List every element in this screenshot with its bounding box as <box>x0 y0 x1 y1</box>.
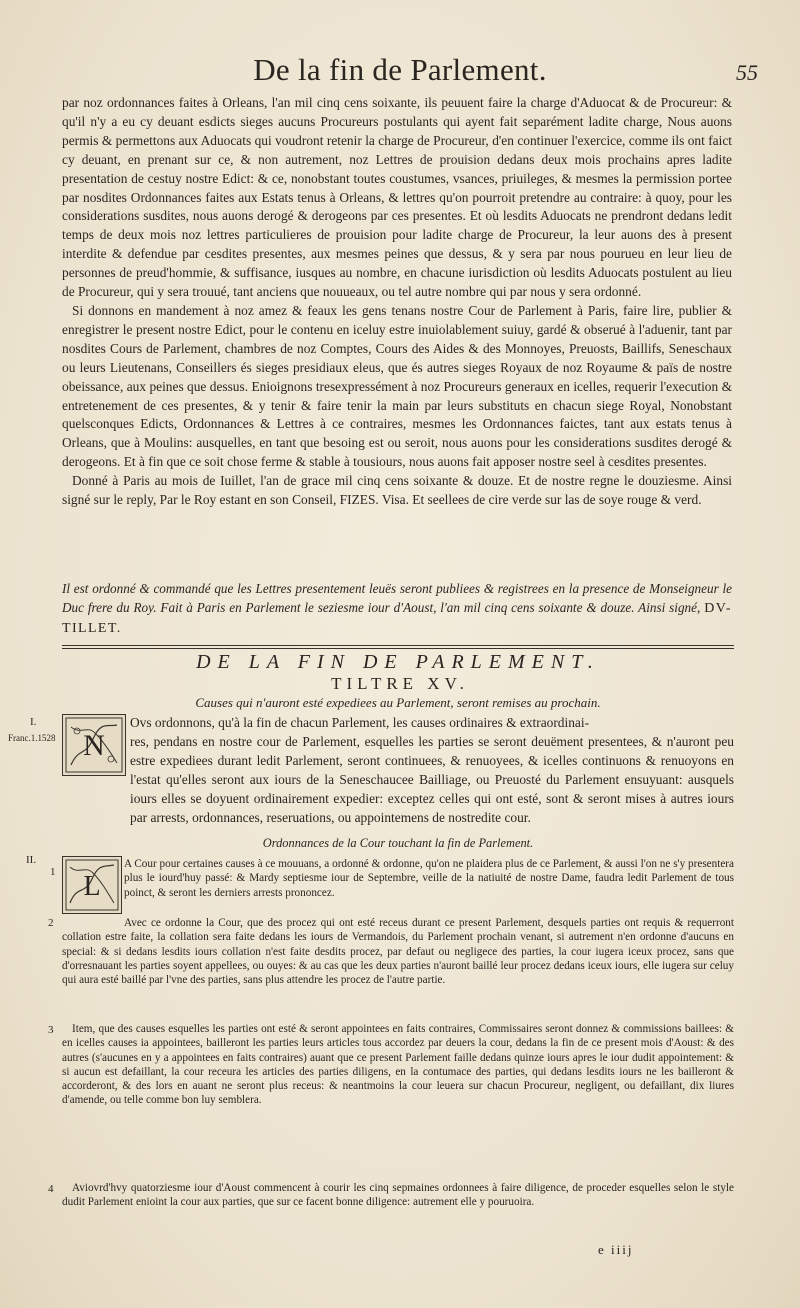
ordinance-item-2 <box>62 916 734 1016</box>
article-first-line: Ovs ordonnons, qu'à la fin de chacun Parlement, les causes ordinaires & extraordinai- <box>130 715 590 730</box>
ordinance-item-1 <box>124 857 734 915</box>
folio-number: 55 <box>736 60 758 85</box>
ornamental-initial-n <box>62 714 126 776</box>
svg-text:N: N <box>83 729 105 762</box>
item-number-1: 1 <box>50 866 56 878</box>
item-number-3: 3 <box>48 1024 54 1036</box>
tiltre-heading: TILTRE XV. <box>331 674 469 693</box>
ordinance-item-3-text: Item, que des causes esquelles les parties ont esté & seront appointees en faits contraires, Commissaires seront donnez & commissions baillees: & en icelles causes ia appointees, bailleront les parties leurs articles tous accordez par deuers la cour, dedans la fin de ce present mois d'Aoust: & des autres (s'aucunes en y a appointees en faits contraires) auant que ce present Parlement faille dedans quinze iours apres le iour dudit appointement: & si aucun est defaillant, la cour receura les articles des parties diligens, en la contumace des parties, qui dedans lesdits iours ne les bailleront & accorderont, & des lors en auant ne seront plus receus: & neantmoins la cour leuera sur chacun Procureur, negligent, ou defaillant, dix liures d'amende, ou telle comme bon luy semblera. <box>62 1023 734 1107</box>
running-title: De la fin de Parlement. <box>253 52 547 87</box>
divider-rule-secondary <box>62 648 734 649</box>
ornament-icon <box>65 859 119 911</box>
registration-text: Il est ordonné & commandé que les Lettres presentement leuës seront publiees & registrees en la presence de Monseigneur le Duc frere du Roy. Fait à Paris en Parlement le seziesme iour d'Aoust, l'an mil cinq cens soixante & douze. Ainsi signé, <box>62 581 732 615</box>
ordinance-item-2-text: Avec ce ordonne la Cour, que des procez qui ont esté receus durant ce present Parlement, desquels parties ont requis & requerront collation estre faite, la collation sera faite dedans les iours de Vermandois, du Parlement prochain venant, si autrement n'en ordonne d'aucuns en special: & si dedans lesdits iours collation n'est faite desdits procez, par defaut ou negligece des parties, la cour iugera iceux procez, sans que d'orresnauant les parties soyent appellees, ou ouyes: & au cas que les deux parties n'auront baillé leur procez dedans iceux iours, elle iugera sur celuy qui aura esté baillé par l'vne des parties, sans plus attendre les procez de l'autre partie. <box>62 917 734 987</box>
edict-paragraph-1: par noz ordonnances faites à Orleans, l'an mil cinq cens soixante, ils peuuent faire la charge d'Aduocat & de Procureur: & qu'il n'y a eu cy deuant esdicts sieges aucuns Procureurs postulants qui ayent fait separément ladite charge, Nous auons permis & permettons aux Aduocats qui voudront retenir la charge de Procureur, d'en continuer l'exercice, comme ils ont faict cy deuant, en prenant sur ce, & non autrement, noz Lettres de prouision dedans deux mois prochains apres ladite presentation de cestuy nostre Edict: & ce, nonobstant toutes coustumes, vsances, priuileges, & mesmes la permission portee par nosdites Ordonnances faites aux Estats tenus à Orleans, & lettres qu'on pourroit pretendre au contraire: à quoy, pour les considerations susdites, nous auons derogé & derogeons par ces presentes. Et où lesdits Aduocats ne prendront dedans ledit temps de deux mois noz lettres particulieres de prouision pour ladite charge de Procureur, la leur auons des à present interdite & defendue par cesdites presentes, aux mesmes peines que dessus, & y sera par nous pourueu en leur lieu de personnes de preud'hommie, & suffisance, iusques au nombre, en chacune iurisdiction où lesdits Aduocats postulent au lieu de Procureur, qui y sera trouué, tant anciens que nouueaux, ou tel autre nombre qui par nous y sera ordonné. <box>62 95 732 300</box>
article-body-lower <box>62 789 734 827</box>
item-number-4: 4 <box>48 1183 54 1195</box>
margin-numeral-two: II. <box>26 854 37 866</box>
ornament-icon <box>65 717 123 773</box>
chapter-title: DE LA FIN DE PARLEMENT. <box>196 651 600 673</box>
margin-numeral-one: I. <box>30 716 37 728</box>
margin-reference: Franc.1.1528 <box>8 733 56 743</box>
ornamental-initial-l <box>62 856 122 914</box>
signature-name: DV-TILLET. <box>62 600 732 636</box>
registration-note <box>62 580 732 639</box>
article-body-text: res, pendans en nostre cour de Parlement, esquelles les parties se seront deuëment presentees, & n'auront peu estre expediees durant ledit Parlement, seront continuees, & renuoyees, & icelles continuons & renuoyons en l'estat qu'elles seront aux iours de la Seneschaucee Bailliage, ou Preuosté du Parlement ensuyuant: ausquels iours elles se doyuent ordinairement expedier: exceptez celles qui ont esté, sont & seront mises à autres iours par arrests, ordonnances, reseruations, ou appointemens de nostredite cour. <box>130 734 734 825</box>
ordinance-item-4-text: Aviovrd'hvy quatorziesme iour d'Aoust commencent à courir les cinq sepmaines ordonnees à faire diligence, de proceder esquelles selon le style dudit Parlement enioint la cour aux parties, que sur ce facent bonne diligence: autrement elle y pouruoira. <box>62 1182 734 1209</box>
svg-text:L: L <box>83 871 101 902</box>
item-number-2: 2 <box>48 917 54 929</box>
ordinance-item-4 <box>62 1181 734 1225</box>
edict-text <box>62 94 732 510</box>
section-subtitle: Causes qui n'auront esté expediees au Parlement, seront remises au prochain. <box>195 695 601 710</box>
ordinance-item-1-text: A Cour pour certaines causes à ce mouuans, a ordonné & ordonne, qu'on ne plaidera plus de ce Parlement, & aussi l'on ne s'y presentera plus le iourd'huy passé: & Mardy septiesme iour de Septembre, veille de la natiuité de nostre Dame, faudra ledit Parlement de tous poinct, & seront les derniers arrests prononcez. <box>124 858 734 899</box>
article-body-upper <box>130 733 734 825</box>
ordinances-heading: Ordonnances de la Cour touchant la fin de Parlement. <box>262 836 534 850</box>
divider-rule <box>62 645 734 646</box>
signature-mark: e iiij <box>598 1242 634 1257</box>
edict-paragraph-3: Donné à Paris au mois de Iuillet, l'an de grace mil cinq cens soixante & douze. Et de nostre regne le douziesme. Ainsi signé sur le reply, Par le Roy estant en son Conseil, FIZES. Visa. Et seellees de cire verde sur las de soye rouge & verd. <box>62 473 732 508</box>
edict-paragraph-2: Si donnons en mandement à noz amez & feaux les gens tenans nostre Cour de Parlement à Paris, faire lire, publier & enregistrer le present nostre Edict, pour le contenu en iceluy estre inuiolablement suiuy, gardé & obserué à l'aduenir, tant par nosdites Cours de Parlement, chambres de noz Comptes, Cours des Aides & des Monnoyes, Preuosts, Baillifs, Seneschaux ou leurs Lieutenans, Conseillers és sieges presidiaux eleus, que és autres sieges Royaux de noz Royaume & païs de nostre obeissance, aux peines que dessus. Enioignons tresexpressément à noz Procureurs generaux en icelles, requerir l'execution & entretenement de ces presentes, & y tenir & faire tenir la main par leurs substituts en chacun siege Royal, Nonobstant quelsconques Edicts, Ordonnances & Lettres à ce contraires, mesmes les Ordonnances faictes, tant aux estats tenus à Orleans, que à Moulins: ausquelles, en tant que besoing est ou seroit, nous auons pour les considerations susdites derogé & derogeons. Et à fin que ce soit chose ferme & stable à tousiours, nous auons fait apposer nostre seel à cesdites presentes. <box>62 302 732 470</box>
ordinance-item-3 <box>62 1022 734 1142</box>
